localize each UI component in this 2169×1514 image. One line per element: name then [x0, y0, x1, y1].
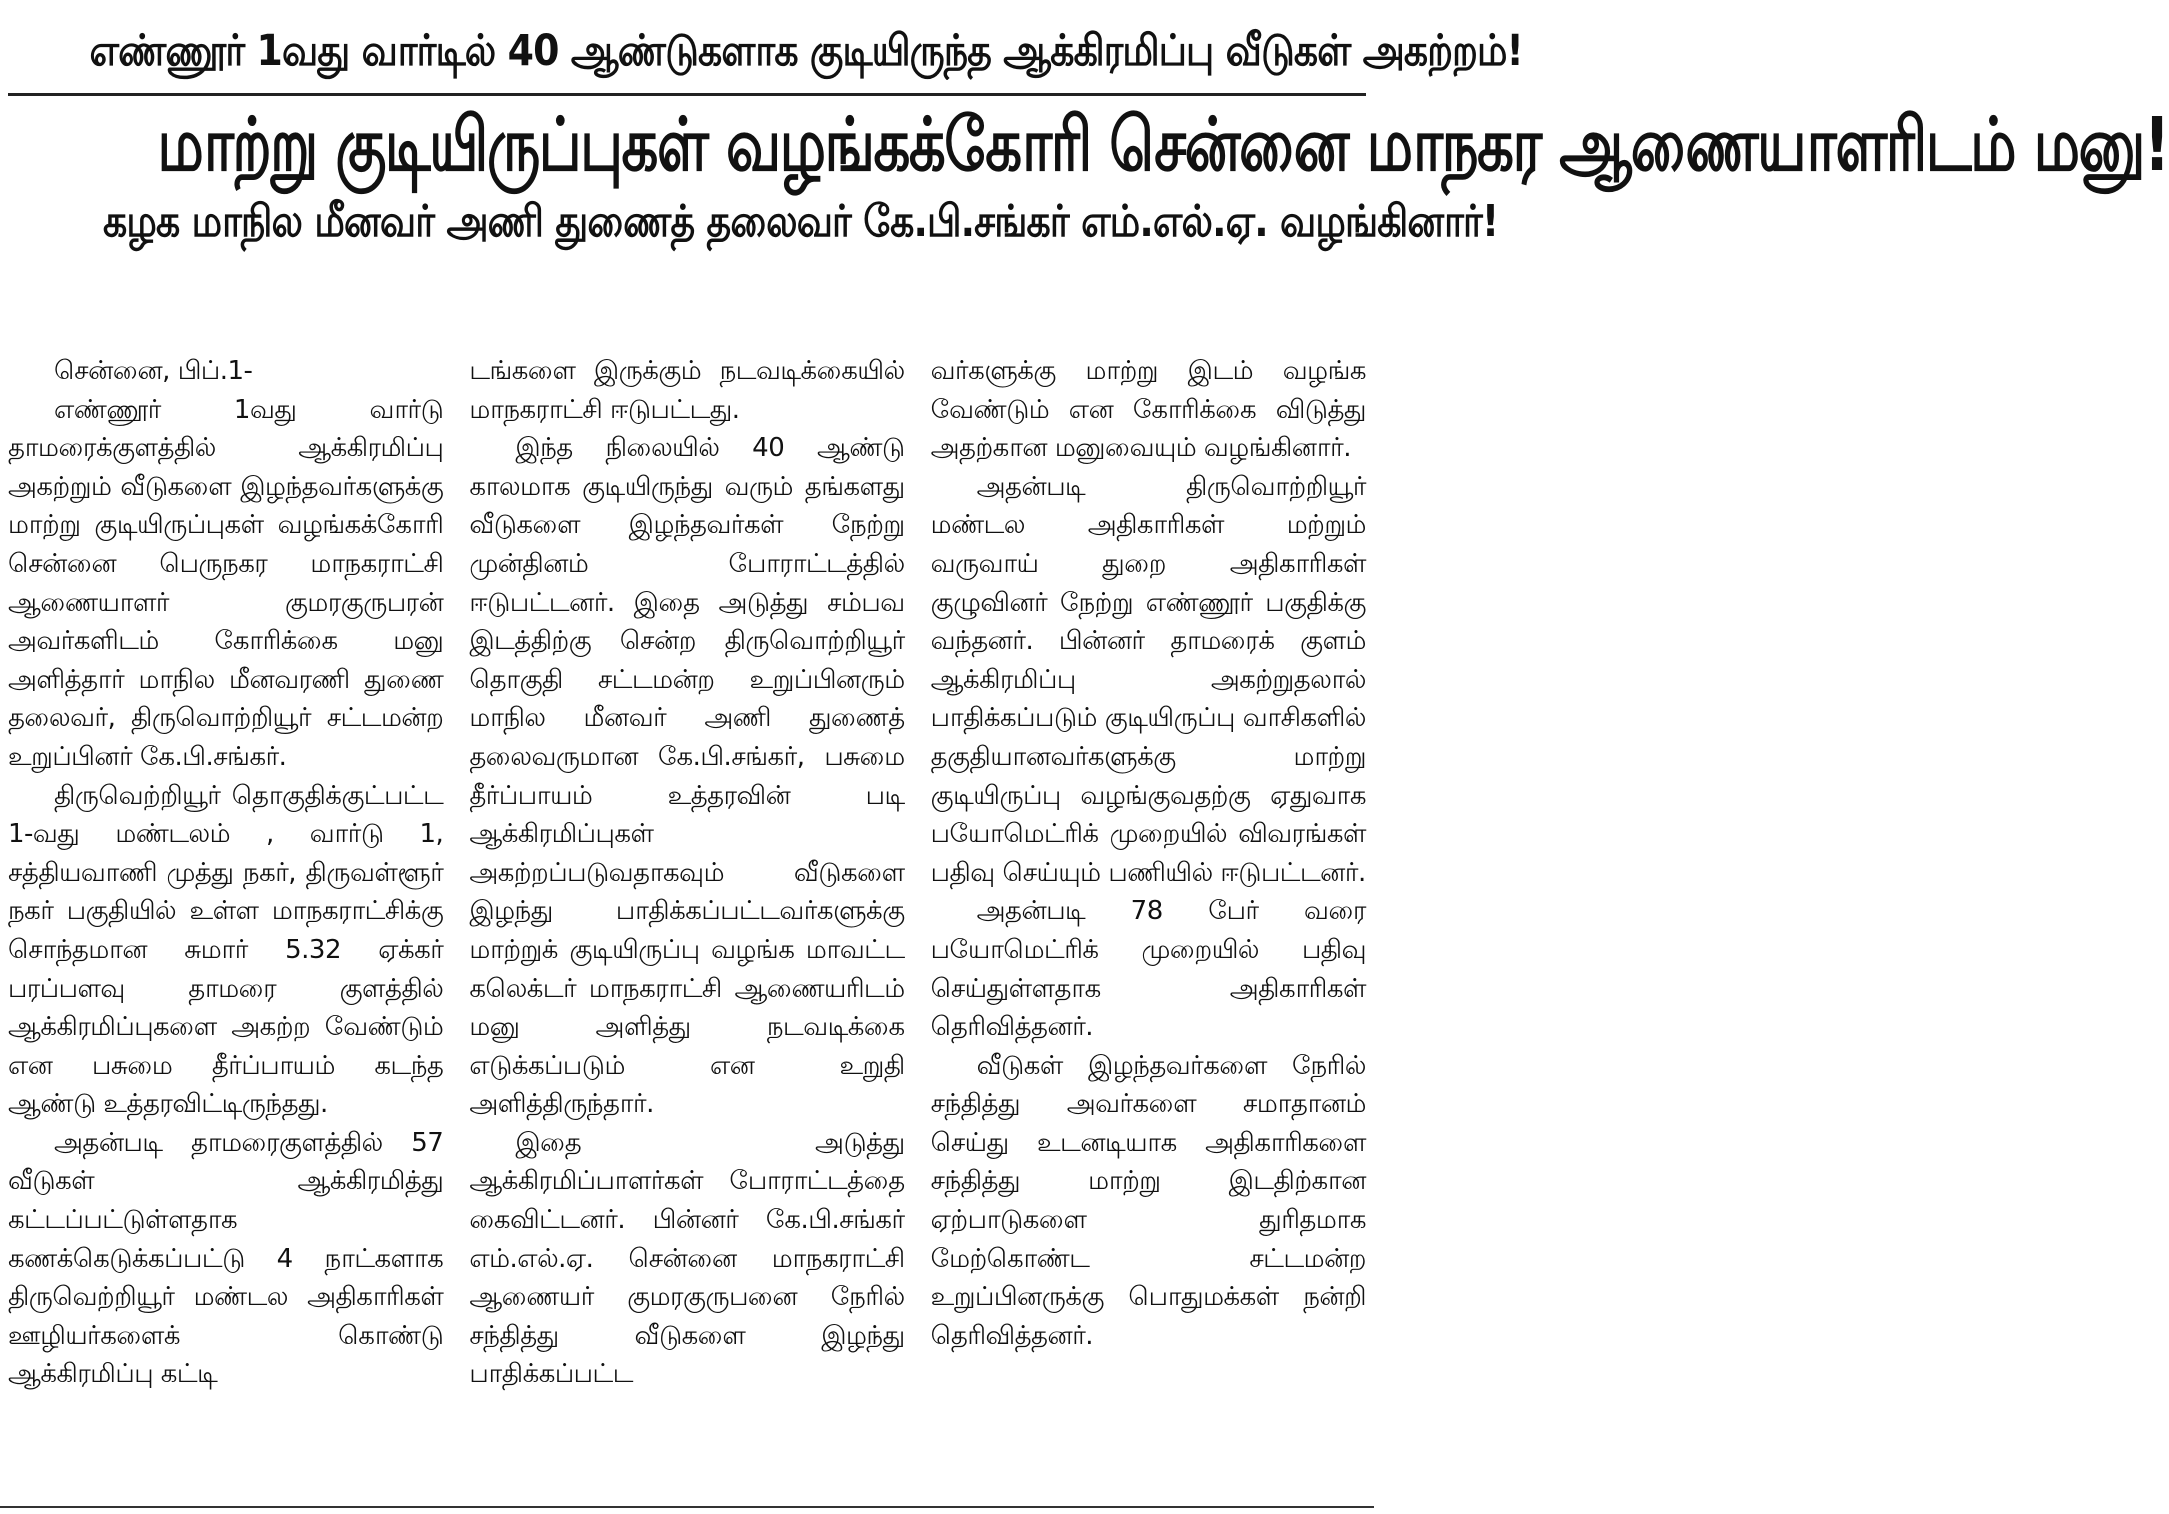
- paragraph: திருவெற்றியூர் தொகுதிக்குட்பட்ட 1-வது மண்டலம் , வார்டு 1, சத்தியவாணி முத்து நகர், திருவள்ளூர் நகர் பகுதியில் உள்ள மாநகராட்சிக்கு சொந்தமான சுமார் 5.32 ஏக்கர் பரப்பளவு தாமரை குளத்தில் ஆக்கிரமிப்புகளை அகற்ற வேண்டும் என பசுமை தீர்ப்பாயம் கடந்த ஆண்டு உத்தரவிட்டிருந்தது.: [8, 780, 444, 1120]
- subheadline: கழக மாநில மீனவர் அணி துணைத் தலைவர் கே.பி.சங்கர் எம்.எல்.ஏ. வழங்கினார்!: [103, 196, 1499, 247]
- paragraph: வீடுகள் இழந்தவர்களை நேரில் சந்தித்து அவர்களை சமாதானம் செய்து உடனடியாக அதிகாரிகளை சந்தித்து மாற்று இடதிற்கான ஏற்பாடுகளை துரிதமாக மேற்கொண்ட சட்டமன்ற உறுப்பினருக்கு பொதுமக்கள் நன்றி தெரிவித்தனர்.: [930, 1050, 1366, 1351]
- paragraph: வர்களுக்கு மாற்று இடம் வழங்க வேண்டும் என கோரிக்கை விடுத்து அதற்கான மனுவையும் வழங்கினார்.: [930, 356, 1366, 464]
- main-headline: மாற்று குடியிருப்புகள் வழங்கக்கோரி சென்னை மாநகர ஆணையாளரிடம் மனு!: [157, 102, 2169, 188]
- kicker-headline: எண்ணூர் 1வது வார்டில் 40 ஆண்டுகளாக குடியிருந்த ஆக்கிரமிப்பு வீடுகள் அகற்றம்!: [89, 26, 1523, 76]
- article-body: [8, 352, 1366, 1504]
- paragraph: அதன்படி திருவொற்றியூர் மண்டல அதிகாரிகள் மற்றும் வருவாய் துறை அதிகாரிகள் குழுவினர் நேற்று எண்ணூர் பகுதிக்கு வந்தனர். பின்னர் தாமரைக் குளம் ஆக்கிரமிப்பு அகற்றுதலால் பாதிக்கப்படும் குடியிருப்பு வாசிகளில் தகுதியானவர்களுக்கு மாற்று குடியிருப்பு வழங்குவதற்கு ஏதுவாக பயோமெட்ரிக் முறையில் விவரங்கள் பதிவு செய்யும் பணியில் ஈடுபட்டனர்.: [930, 471, 1366, 888]
- paragraph: எண்ணூர் 1வது வார்டு தாமரைக்குளத்தில் ஆக்கிரமிப்பு அகற்றும் வீடுகளை இழந்தவர்களுக்கு மாற்று குடியிருப்புகள் வழங்கக்கோரி சென்னை பெருநகர மாநகராட்சி ஆணையாளர் குமரகுருபரன் அவர்களிடம் கோரிக்கை மனு அளித்தார் மாநில மீனவரணி துணை தலைவர், திருவொற்றியூர் சட்டமன்ற உறுப்பினர் கே.பி.சங்கர்.: [8, 394, 444, 772]
- column-2: [469, 352, 904, 1504]
- column-1: [8, 352, 443, 1504]
- column-3: [931, 352, 1366, 1504]
- paragraph: இதை அடுத்து ஆக்கிரமிப்பாளர்கள் போராட்டத்தை கைவிட்டனர். பின்னர் கே.பி.சங்கர் எம்.எல்.ஏ. சென்னை மாநகராட்சி ஆணையர் குமரகுருபனை நேரில் சந்தித்து வீடுகளை இழந்து பாதிக்கப்பட்ட: [469, 1127, 905, 1390]
- paragraph: இந்த நிலையில் 40 ஆண்டு காலமாக குடியிருந்து வரும் தங்களது வீடுகளை இழந்தவர்கள் நேற்று முன்தினம் போராட்டத்தில் ஈடுபட்டனர். இதை அடுத்து சம்பவ இடத்திற்கு சென்ற திருவொற்றியூர் தொகுதி சட்டமன்ற உறுப்பினரும் மாநில மீனவர் அணி துணைத் தலைவருமான கே.பி.சங்கர், பசுமை தீர்ப்பாயம் உத்தரவின் படி ஆக்கிரமிப்புகள் அகற்றப்படுவதாகவும் வீடுகளை இழந்து பாதிக்கப்பட்டவர்களுக்கு மாற்றுக் குடியிருப்பு வழங்க மாவட்ட கலெக்டர் மாநகராட்சி ஆணையரிடம் மனு அளித்து நடவடிக்கை எடுக்கப்படும் என உறுதி அளித்திருந்தார்.: [469, 433, 905, 1120]
- paragraph: அதன்படி தாமரைகுளத்தில் 57 வீடுகள் ஆக்கிரமித்து கட்டப்பட்டுள்ளதாக கணக்கெடுக்கப்பட்டு 4 நாட்களாக திருவெற்றியூர் மண்டல அதிகாரிகள் ஊழியர்களைக் கொண்டு ஆக்கிரமிப்பு கட்டி: [8, 1127, 444, 1390]
- paragraph: அதன்படி 78 பேர் வரை பயோமெட்ரிக் முறையில் பதிவு செய்துள்ளதாக அதிகாரிகள் தெரிவித்தனர்.: [930, 896, 1366, 1043]
- dateline: சென்னை, பிப்.1-: [54, 356, 253, 386]
- bottom-divider: [0, 1506, 1374, 1508]
- header-divider: [8, 93, 1366, 96]
- paragraph: டங்களை இருக்கும் நடவடிக்கையில் மாநகராட்சி ஈடுபட்டது.: [469, 356, 905, 425]
